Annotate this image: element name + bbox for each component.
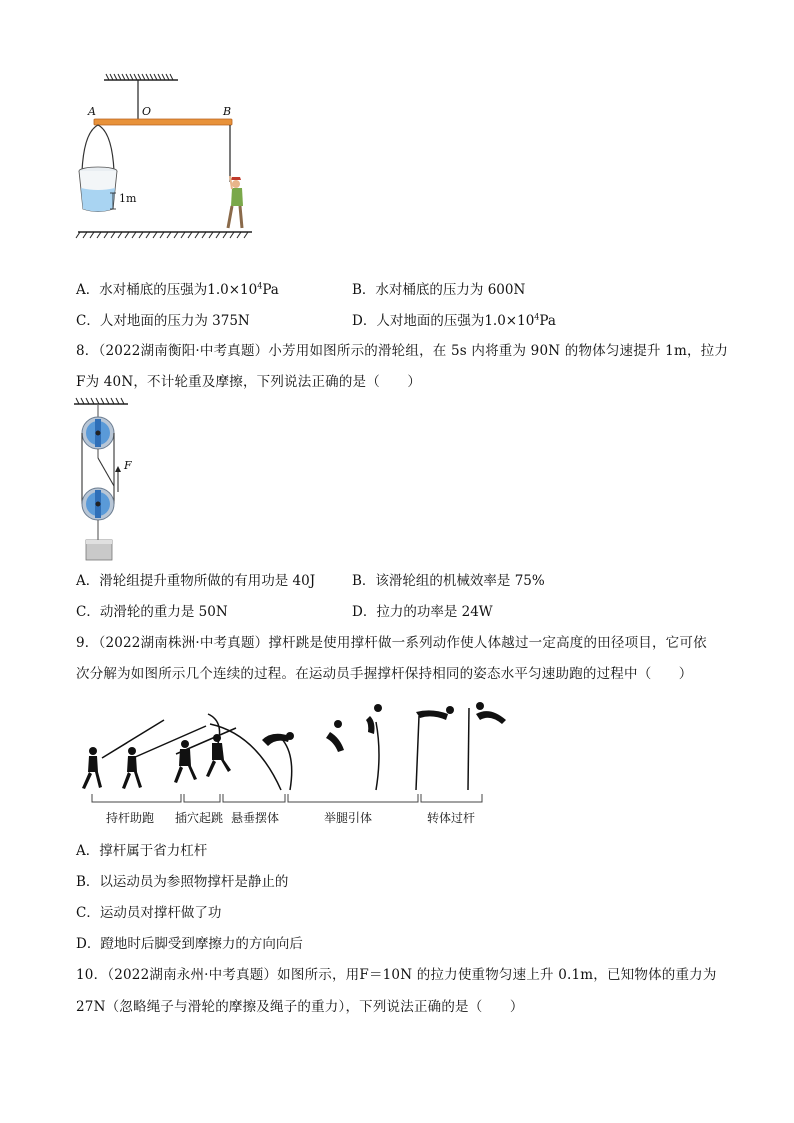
q9-option-a[interactable]: A．撑杆属于省力杠杆 <box>76 843 208 859</box>
lever-diagram <box>70 70 270 245</box>
q9-option-d[interactable]: D．蹬地时后脚受到摩擦力的方向向后 <box>76 936 303 952</box>
label-b: B <box>223 105 232 118</box>
q9-option-c[interactable]: C．运动员对撑杆做了功 <box>76 905 222 921</box>
q7-option-d[interactable]: D．人对地面的压强为$1.0\times 10^4Pa$ <box>352 312 556 329</box>
q10-stem-line2: 27N（忽略绳子与滑轮的摩擦及绳子的重力），下列说法正确的是（ ） <box>76 999 524 1015</box>
q9-stem-line1: 9．（2022湖南株洲·中考真题）撑杆跳是使用撑杆做一系列动作使人体越过一定高度的田径项目，它可依 <box>76 635 707 651</box>
q10-stem-line1: 10．（2022湖南永州·中考真题）如图所示，用F＝10N 的拉力使重物匀速上升 0.1m，已知物体的重力为 <box>76 967 717 983</box>
q8-option-b[interactable]: B．该滑轮组的机械效率是 75% <box>352 573 545 589</box>
pulley-diagram <box>70 396 140 564</box>
pulley-figure <box>70 396 140 564</box>
lever-figure <box>70 70 270 245</box>
q8-option-c[interactable]: C．动滑轮的重力是 50N <box>76 604 228 620</box>
q9-stem-line2: 次分解为如图所示几个连续的过程。在运动员手握撑杆保持相同的姿态水平匀速助跑的过程中（ ） <box>76 666 693 682</box>
depth-label: 1m <box>119 192 137 205</box>
stage-label-3: 悬垂摆体 <box>231 811 280 825</box>
stage-label-4: 举腿引体 <box>324 811 373 825</box>
q9-option-b[interactable]: B．以运动员为参照物撑杆是静止的 <box>76 874 289 890</box>
stage-label-1: 持杆助跑 <box>106 811 155 825</box>
label-o: O <box>142 105 152 118</box>
q8-option-d[interactable]: D．拉力的功率是 24W <box>352 604 493 620</box>
q7-option-c[interactable]: C．人对地面的压力为 375N <box>76 313 250 329</box>
force-label: F <box>124 459 132 472</box>
stage-label-2: 插穴起跳 <box>175 811 224 825</box>
label-a: A <box>88 105 96 118</box>
stage-label-5: 转体过杆 <box>427 811 476 825</box>
q8-stem-line2: F为 40N，不计轮重及摩擦，下列说法正确的是（ ） <box>76 374 422 390</box>
pole-vault-figure <box>76 694 526 830</box>
q8-option-a[interactable]: A．滑轮组提升重物所做的有用功是 40J <box>76 573 316 589</box>
q7-option-a[interactable]: A．水对桶底的压强为$1.0\times 10^4Pa$ <box>76 281 279 298</box>
q7-option-b[interactable]: B．水对桶底的压力为 600N <box>352 282 526 298</box>
q8-stem-line1: 8．（2022湖南衡阳·中考真题）小芳用如图所示的滑轮组，在 5s 内将重为 90N 的物体匀速提升 1m，拉力 <box>76 343 729 359</box>
